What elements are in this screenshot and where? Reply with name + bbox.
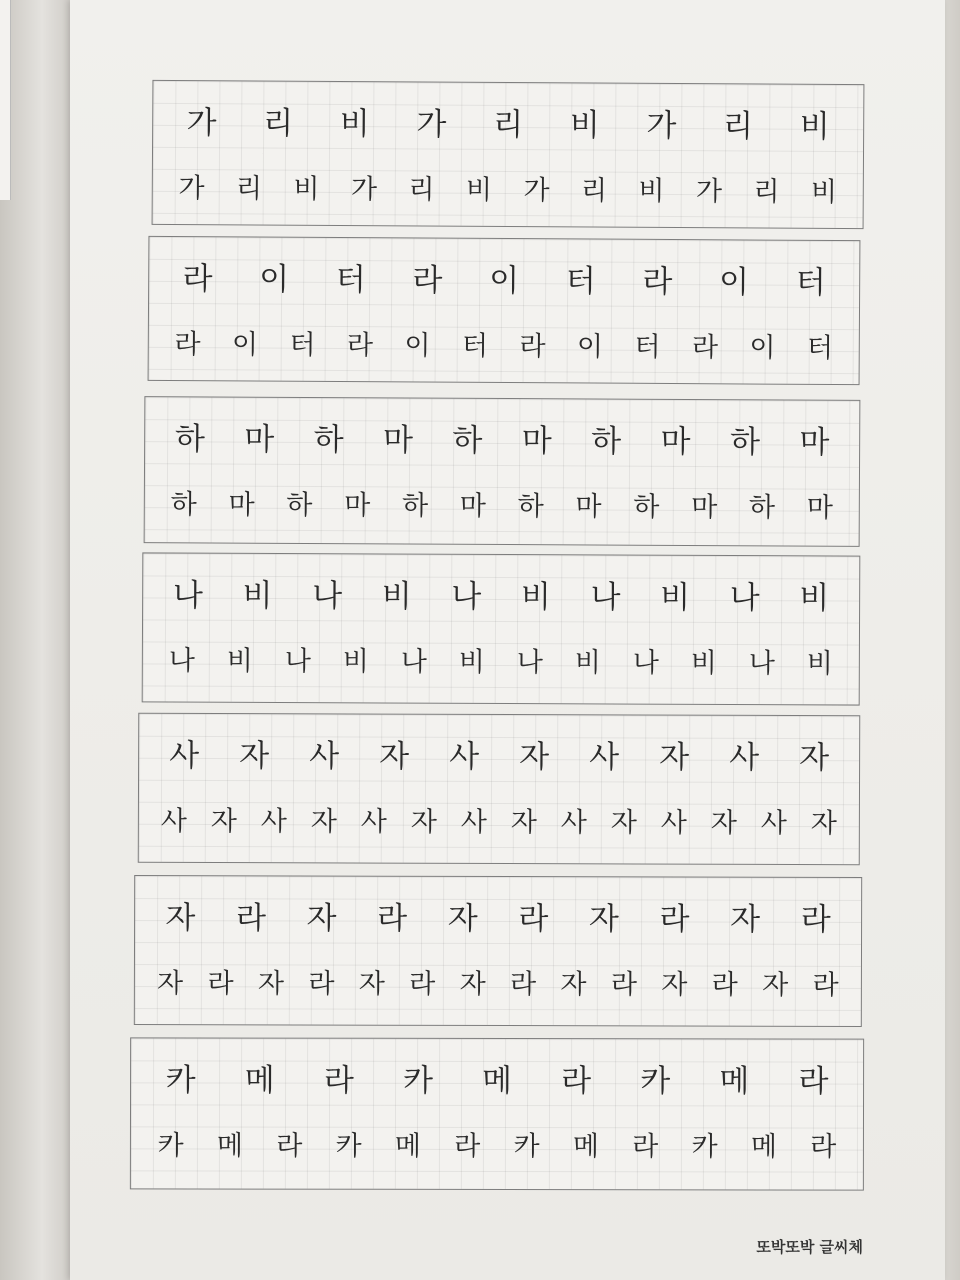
syllable: 자	[165, 899, 196, 936]
syllable: 사	[560, 806, 587, 838]
syllable: 비	[574, 646, 601, 678]
syllable: 사	[589, 738, 620, 775]
syllable: 마	[244, 421, 275, 458]
syllable: 자	[510, 806, 537, 838]
syllable: 라	[346, 329, 374, 361]
syllable: 가	[178, 172, 205, 204]
syllable: 터	[806, 332, 834, 364]
syllable: 나	[748, 647, 775, 679]
syllable: 마	[228, 489, 255, 521]
syllable: 비	[799, 108, 830, 145]
syllable: 자	[379, 738, 410, 775]
practice-line-top	[131, 1048, 863, 1105]
syllable: 비	[381, 577, 412, 615]
practice-line-bottom	[139, 790, 859, 849]
syllable: 리	[235, 172, 263, 204]
syllable: 리	[493, 106, 524, 143]
syllable: 카	[513, 1130, 540, 1162]
syllable: 마	[344, 489, 371, 521]
syllable: 하	[729, 423, 761, 460]
syllable: 비	[638, 175, 665, 207]
syllable: 하	[170, 488, 197, 520]
syllable: 라	[518, 900, 549, 937]
practice-line-top	[135, 886, 861, 944]
syllable: 라	[276, 1130, 303, 1162]
practice-box-4	[142, 552, 861, 705]
syllable: 나	[312, 577, 343, 614]
syllable: 나	[632, 647, 659, 679]
syllable: 라	[412, 261, 443, 299]
syllable: 비	[226, 645, 253, 677]
syllable: 가	[350, 173, 378, 205]
syllable: 터	[634, 331, 661, 363]
syllable: 라	[323, 1062, 354, 1099]
syllable: 자	[710, 807, 737, 839]
practice-line-bottom	[135, 952, 861, 1010]
syllable: 자	[588, 900, 619, 937]
syllable: 라	[610, 968, 638, 1000]
practice-line-top	[149, 247, 859, 307]
syllable: 비	[339, 105, 370, 142]
syllable: 마	[799, 424, 830, 461]
syllable: 터	[565, 262, 596, 300]
syllable: 마	[660, 423, 691, 460]
syllable: 라	[174, 328, 201, 360]
syllable: 비	[799, 579, 830, 616]
practice-line-top	[145, 407, 859, 467]
practice-line-bottom	[143, 629, 859, 688]
syllable: 나	[284, 645, 311, 677]
syllable: 이	[576, 330, 604, 363]
syllable: 터	[795, 264, 826, 301]
syllable: 비	[293, 173, 320, 205]
syllable: 나	[729, 579, 760, 616]
syllable: 자	[447, 900, 478, 937]
syllable: 마	[806, 492, 833, 524]
syllable: 마	[382, 421, 414, 459]
practice-line-bottom	[153, 157, 863, 217]
syllable: 자	[358, 968, 385, 1000]
syllable: 자	[157, 967, 184, 999]
syllable: 나	[168, 645, 195, 677]
syllable: 가	[186, 104, 217, 141]
syllable: 리	[263, 105, 294, 142]
syllable: 라	[561, 1062, 592, 1099]
syllable: 자	[210, 805, 237, 837]
workbook-page	[70, 0, 945, 1280]
syllable: 하	[174, 420, 205, 457]
syllable: 자	[730, 901, 761, 938]
syllable: 하	[591, 422, 622, 460]
syllable: 자	[239, 737, 270, 774]
syllable: 나	[516, 646, 543, 678]
syllable: 라	[308, 968, 335, 1000]
practice-line-top	[143, 563, 859, 622]
syllable: 비	[690, 647, 717, 679]
syllable: 이	[489, 262, 520, 299]
syllable: 나	[590, 578, 621, 616]
syllable: 비	[520, 578, 551, 615]
syllable: 하	[517, 490, 544, 522]
syllable: 자	[799, 739, 830, 776]
practice-line-bottom	[149, 313, 859, 373]
syllable: 이	[231, 328, 259, 360]
syllable: 터	[461, 330, 489, 362]
syllable: 카	[691, 1130, 718, 1162]
syllable: 자	[610, 806, 637, 838]
syllable: 자	[410, 806, 437, 838]
syllable: 하	[748, 491, 776, 523]
practice-box-7	[130, 1037, 864, 1190]
syllable: 마	[575, 490, 602, 523]
syllable: 라	[207, 967, 234, 999]
syllable: 비	[465, 174, 493, 206]
syllable: 가	[646, 107, 677, 144]
syllable: 하	[313, 421, 344, 458]
syllable: 리	[408, 173, 435, 206]
syllable: 사	[729, 739, 760, 776]
syllable: 라	[519, 330, 546, 362]
syllable: 비	[569, 106, 600, 144]
syllable: 이	[259, 261, 290, 298]
syllable: 자	[310, 805, 337, 837]
syllable: 메	[244, 1062, 275, 1099]
syllable: 자	[661, 968, 688, 1000]
syllable: 라	[711, 969, 738, 1001]
syllable: 라	[798, 1063, 829, 1100]
syllable: 마	[691, 491, 718, 523]
practice-box-5	[138, 713, 861, 866]
syllable: 이	[404, 329, 431, 362]
syllable: 라	[632, 1130, 659, 1162]
syllable: 라	[509, 968, 537, 1000]
syllable: 카	[165, 1061, 196, 1098]
syllable: 메	[394, 1130, 421, 1162]
syllable: 하	[633, 491, 660, 523]
syllable: 사	[760, 807, 787, 839]
syllable: 리	[580, 174, 608, 207]
practice-line-bottom	[131, 1114, 863, 1171]
syllable: 리	[753, 176, 780, 208]
syllable: 나	[400, 646, 427, 678]
syllable: 라	[691, 331, 719, 363]
syllable: 터	[335, 261, 366, 298]
practice-line-top	[153, 91, 863, 151]
syllable: 카	[157, 1129, 184, 1161]
syllable: 비	[242, 577, 273, 614]
syllable: 자	[306, 899, 337, 937]
syllable: 자	[659, 739, 690, 776]
book-left-edge	[0, 0, 70, 1280]
syllable: 라	[659, 900, 690, 938]
syllable: 사	[260, 805, 287, 837]
practice-line-bottom	[145, 473, 859, 533]
practice-box-1	[152, 80, 865, 229]
syllable: 비	[810, 176, 838, 208]
syllable: 마	[521, 422, 552, 459]
syllable: 카	[335, 1130, 362, 1162]
syllable: 라	[182, 260, 213, 297]
syllable: 가	[695, 175, 723, 207]
font-name-label: 또박또박 글씨체	[756, 1238, 863, 1256]
syllable: 비	[342, 645, 369, 677]
syllable: 가	[523, 174, 550, 206]
syllable: 사	[160, 805, 187, 837]
syllable: 라	[810, 1131, 837, 1163]
syllable: 라	[454, 1130, 481, 1162]
syllable: 나	[451, 578, 482, 615]
practice-box-2	[148, 236, 861, 385]
syllable: 마	[459, 490, 486, 522]
syllable: 하	[452, 422, 483, 459]
syllable: 나	[172, 577, 203, 614]
syllable: 라	[642, 263, 673, 300]
syllable: 자	[459, 968, 486, 1000]
practice-line-top	[139, 724, 859, 783]
syllable: 라	[409, 968, 436, 1000]
syllable: 라	[377, 900, 408, 937]
syllable: 이	[719, 263, 750, 300]
syllable: 사	[169, 737, 200, 774]
syllable: 라	[812, 969, 839, 1001]
syllable: 사	[360, 806, 387, 838]
syllable: 가	[416, 105, 447, 143]
syllable: 비	[458, 646, 485, 678]
syllable: 하	[286, 489, 313, 521]
syllable: 사	[660, 807, 687, 839]
syllable: 자	[560, 968, 587, 1000]
syllable: 자	[762, 969, 789, 1001]
practice-box-6	[134, 875, 862, 1027]
syllable: 메	[719, 1062, 750, 1099]
syllable: 메	[750, 1130, 777, 1162]
syllable: 카	[640, 1062, 671, 1099]
syllable: 메	[216, 1130, 244, 1162]
syllable: 자	[810, 807, 837, 839]
practice-box-3	[144, 396, 861, 547]
syllable: 이	[749, 332, 776, 364]
syllable: 라	[800, 901, 831, 938]
syllable: 하	[401, 489, 429, 522]
binder-strip	[0, 0, 11, 200]
syllable: 자	[257, 967, 285, 999]
syllable: 비	[806, 647, 833, 679]
syllable: 자	[519, 738, 550, 775]
syllable: 리	[723, 107, 754, 144]
syllable: 메	[572, 1130, 599, 1162]
syllable: 사	[460, 806, 487, 838]
syllable: 터	[289, 329, 316, 361]
syllable: 사	[309, 737, 340, 774]
syllable: 카	[402, 1062, 433, 1099]
syllable: 메	[482, 1062, 513, 1099]
syllable: 비	[660, 579, 691, 616]
syllable: 사	[449, 738, 480, 775]
syllable: 라	[235, 899, 266, 936]
